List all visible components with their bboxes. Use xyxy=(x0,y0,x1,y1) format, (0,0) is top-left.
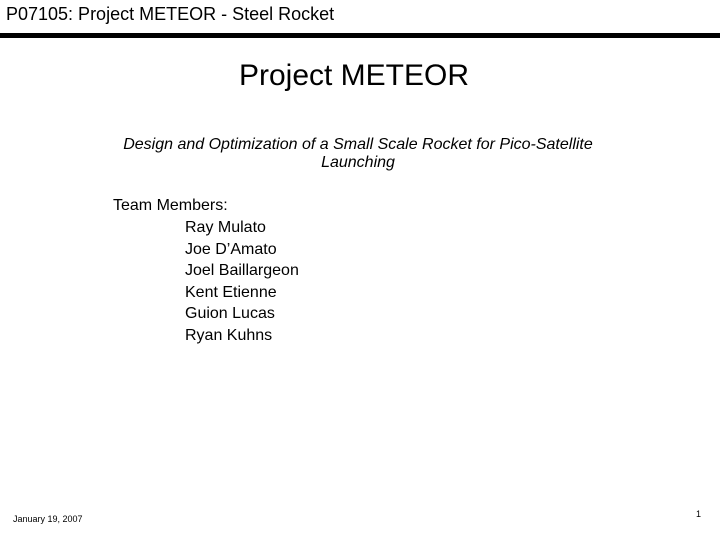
team-member: Ray Mulato xyxy=(185,219,266,236)
team-member: Joel Baillargeon xyxy=(185,262,299,280)
team-member: Joe D’Amato xyxy=(185,240,277,258)
footer-date: January 19, 2007 xyxy=(13,514,83,524)
slide-title-text: Project METEOR xyxy=(238,59,470,92)
team-member: Kent Etienne xyxy=(185,283,277,301)
team-member: Guion Lucas xyxy=(185,305,275,323)
header-title: P07105: Project METEOR - Steel Rocket xyxy=(6,4,335,24)
team-heading: Team Members: xyxy=(113,197,228,214)
slide-subtitle: Design and Optimization of a Small Scale Rocket for Pico-Satellite Launching xyxy=(123,136,593,171)
header-divider xyxy=(0,33,720,38)
page-number: 1 xyxy=(695,509,701,519)
team-member-list xyxy=(185,217,299,347)
team-member: Ryan Kuhns xyxy=(185,326,273,344)
slide-title xyxy=(0,58,716,94)
